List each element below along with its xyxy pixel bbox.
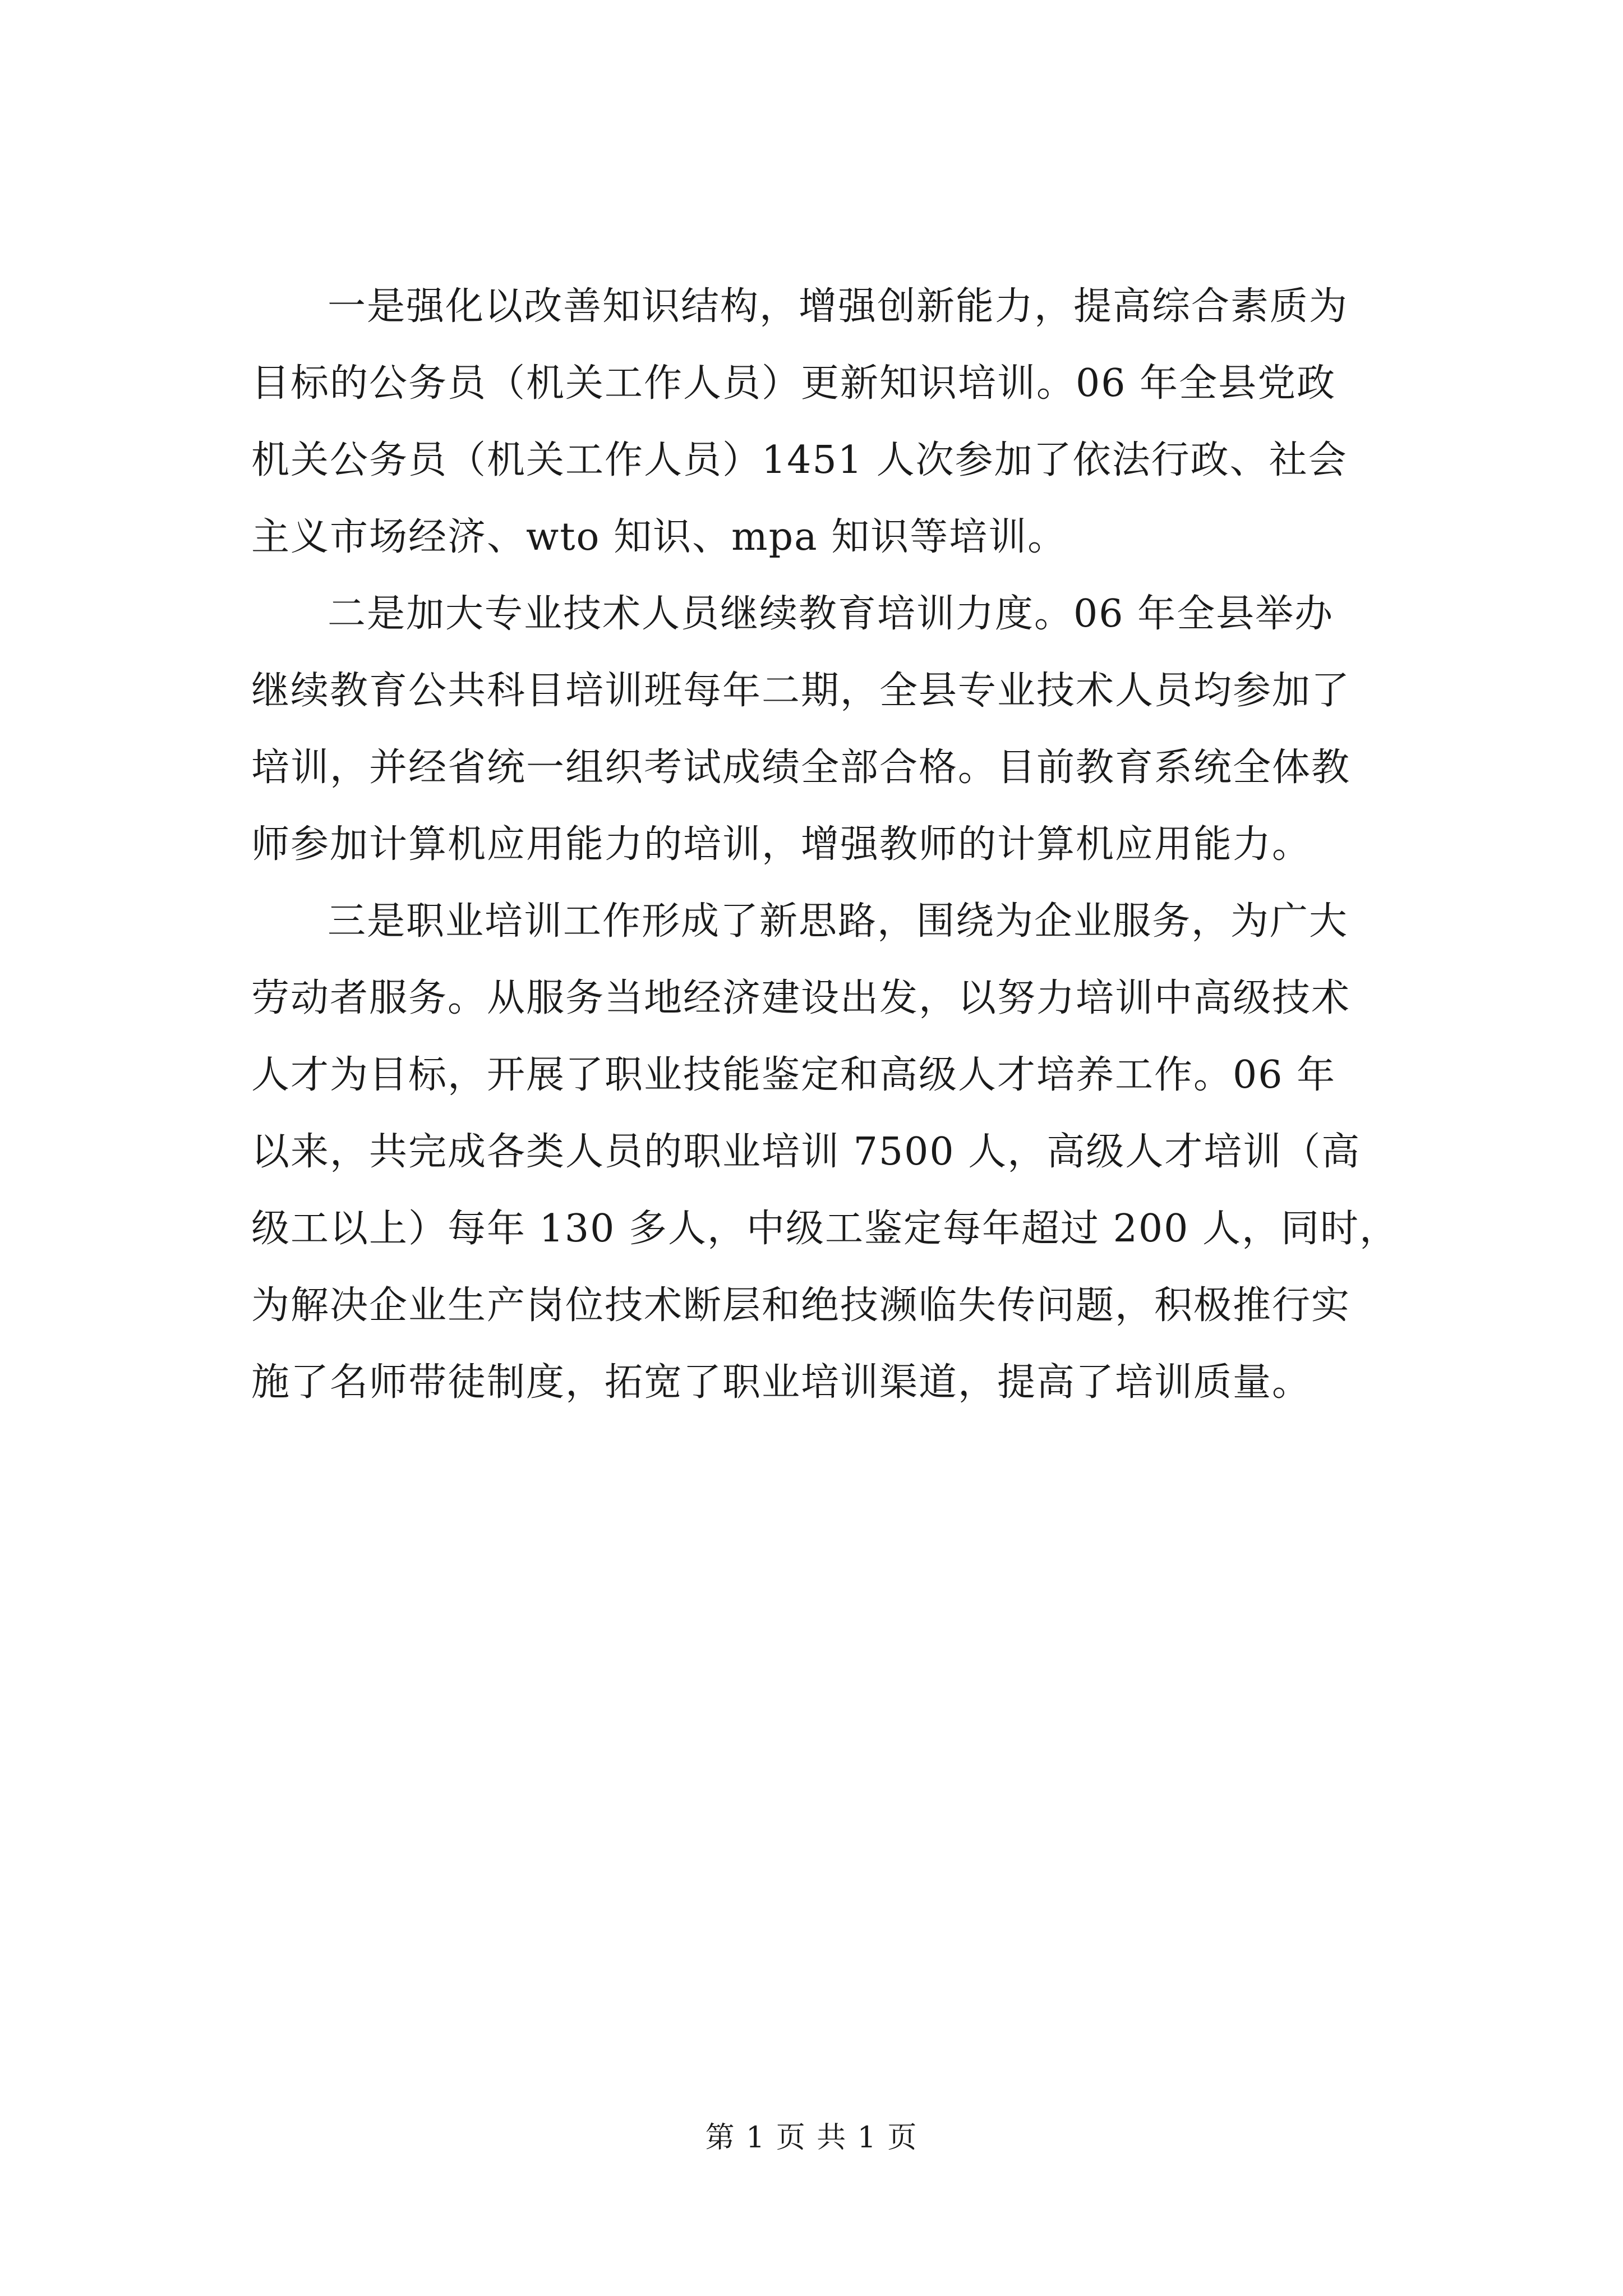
text-line: 机关公务员（机关工作人员）1451 人次参加了依法行政、社会 (251, 438, 1348, 482)
text-line: 二是加大专业技术人员继续教育培训力度。06 年全县举办 (328, 592, 1334, 636)
text-line: 级工以上）每年 130 多人，中级工鉴定每年超过 200 人，同时， (251, 1207, 1399, 1251)
text-line: 继续教育公共科目培训班每年二期，全县专业技术人员均参加了 (251, 669, 1351, 713)
text-line: 主义市场经济、wto 知识、mpa 知识等培训。 (251, 515, 1067, 559)
page-footer: 第 1 页 共 1 页 (705, 2121, 918, 2155)
text-line: 培训，并经省统一组织考试成绩全部合格。目前教育系统全体教 (251, 746, 1351, 790)
text-line: 目标的公务员（机关工作人员）更新知识培训。06 年全县党政 (251, 361, 1336, 406)
text-line: 劳动者服务。从服务当地经济建设出发，以努力培训中高级技术 (251, 976, 1351, 1020)
text-line: 为解决企业生产岗位技术断层和绝技濒临失传问题，积极推行实 (251, 1283, 1351, 1328)
paragraph-3 (251, 883, 1412, 1421)
text-line: 人才为目标，开展了职业技能鉴定和高级人才培养工作。06 年 (251, 1053, 1336, 1097)
text-line: 施了名师带徒制度，拓宽了职业培训渠道，提高了培训质量。 (251, 1360, 1312, 1405)
document-body (251, 268, 1412, 1421)
text-line: 以来，共完成各类人员的职业培训 7500 人，高级人才培训（高 (251, 1130, 1361, 1174)
text-line: 一是强化以改善知识结构，增强创新能力，提高综合素质为 (328, 284, 1349, 329)
text-line: 三是职业培训工作形成了新思路，围绕为企业服务，为广大 (328, 899, 1349, 944)
text-line: 师参加计算机应用能力的培训，增强教师的计算机应用能力。 (251, 822, 1312, 867)
paragraph-1 (251, 268, 1412, 576)
paragraph-2 (251, 576, 1412, 883)
